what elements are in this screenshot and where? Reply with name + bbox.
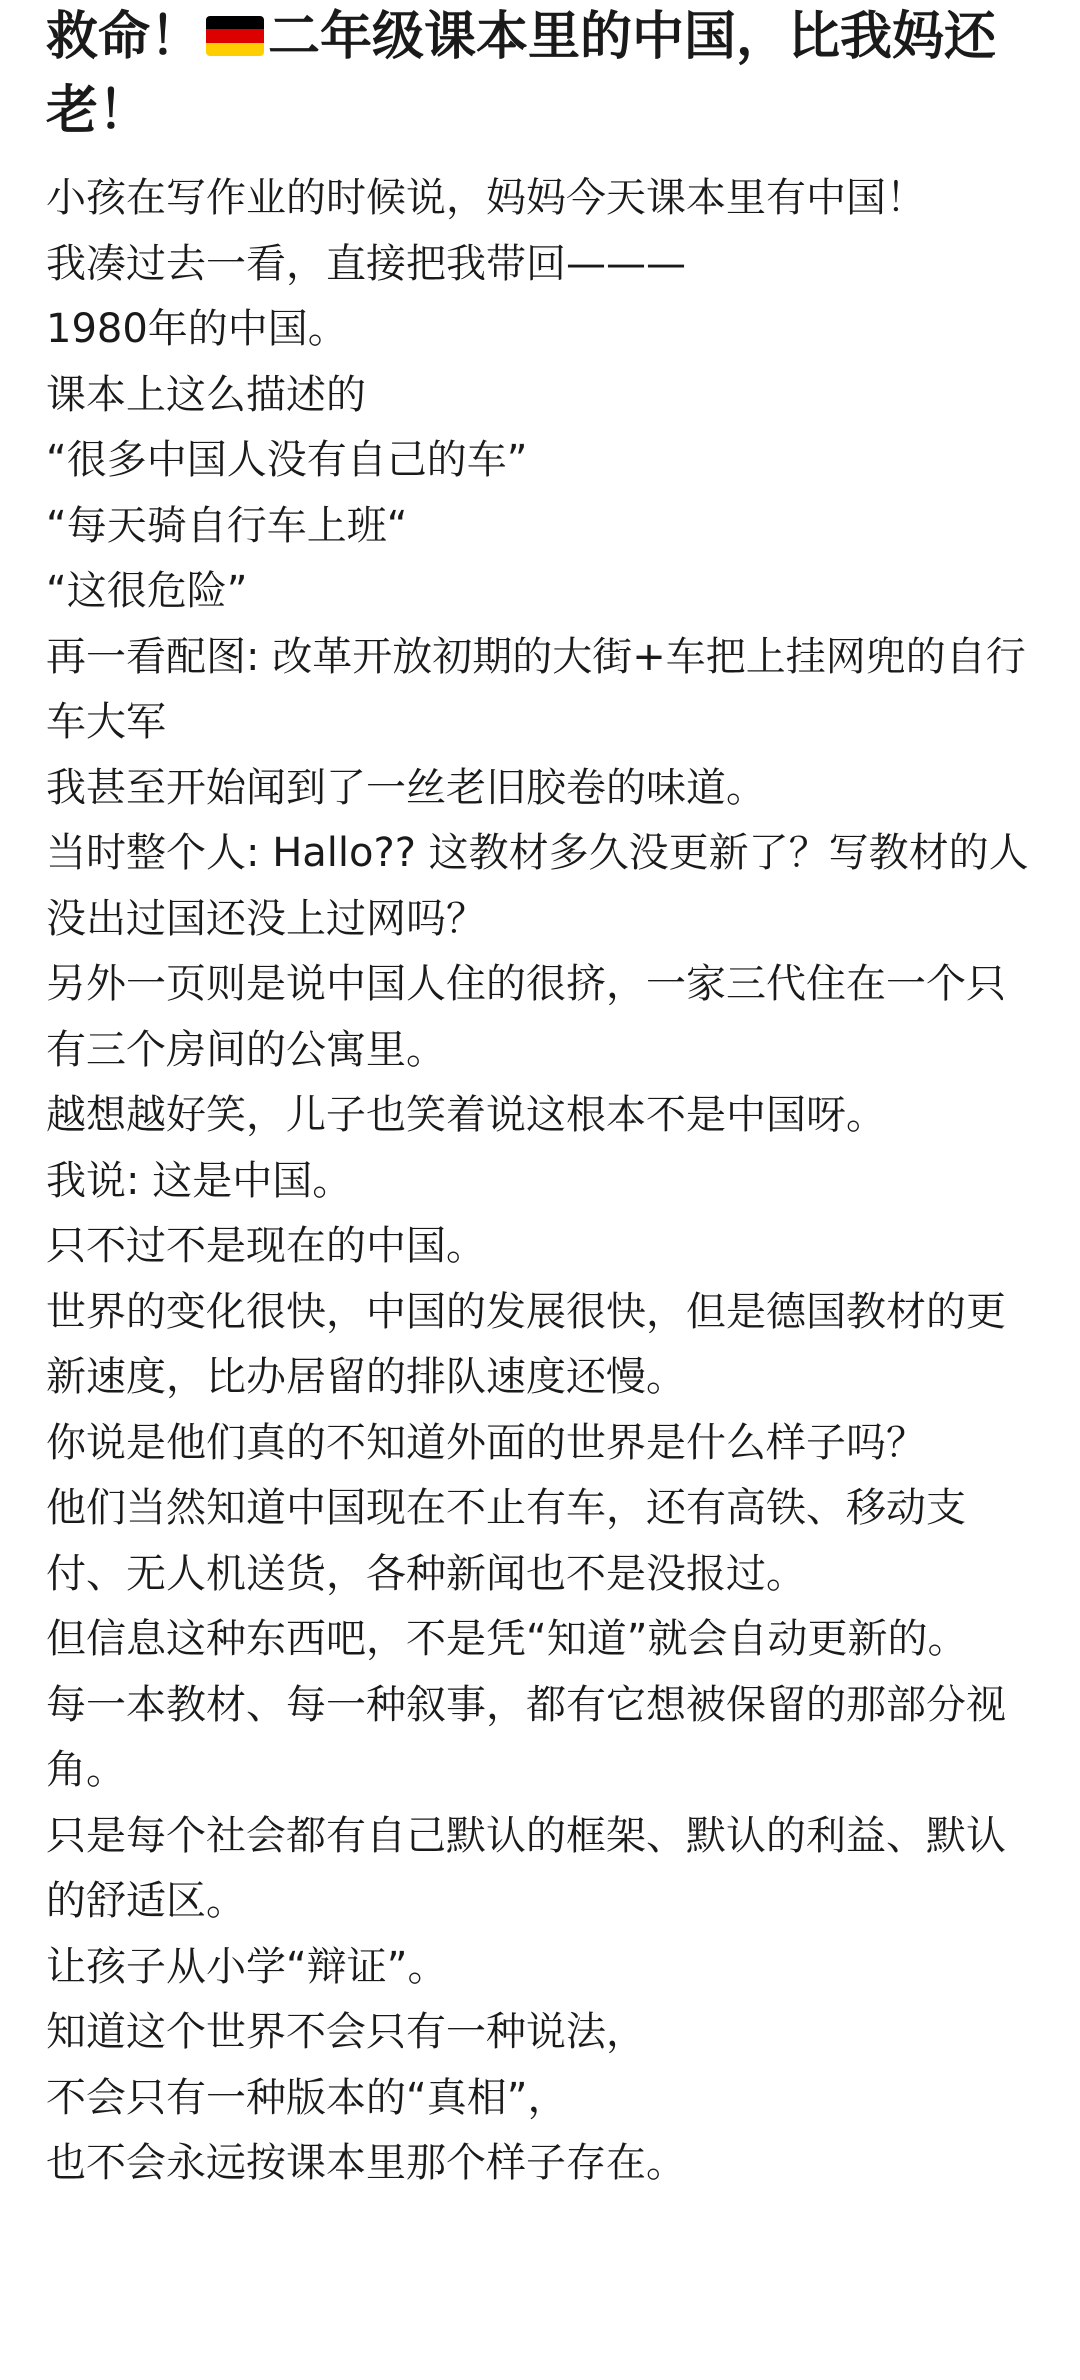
paragraph: 每一本教材、每一种叙事，都有它想被保留的那部分视角。 [46,1681,1006,1793]
paragraph: 再一看配图: 改革开放初期的大街+车把上挂网兜的自行车大军 [46,633,1026,745]
paragraph: “这很危险” [46,568,248,614]
paragraph: “每天骑自行车上班“ [46,502,408,549]
paragraph: 我凑过去一看，直接把我带回——— [46,240,686,287]
paragraph: 只不过不是现在的中国。 [46,1223,486,1269]
title-text-before-flag: 救命！ [46,7,203,67]
paragraph: 不会只有一种版本的“真相”， [46,2074,568,2121]
paragraph: 他们当然知道中国现在不止有车，还有高铁、移动支付、无人机送货，各种新闻也不是没报过。 [46,1485,966,1597]
paragraph: 我甚至开始闻到了一丝老旧胶卷的味道。 [46,764,766,811]
germany-flag-icon [206,16,264,56]
paragraph: 另外一页则是说中国人住的很挤，一家三代住在一个只有三个房间的公寓里。 [46,961,1006,1073]
paragraph: 我说: 这是中国。 [46,1157,353,1204]
paragraph: 也不会永远按课本里那个样子存在。 [46,2140,686,2186]
paragraph: 让孩子从小学“辩证”。 [46,1943,448,1990]
flag-stripe-red [206,29,264,42]
paragraph: 当时整个人: Hallo?? 这教材多久没更新了？写教材的人没出过国还没上过网吗？ [46,830,1029,942]
paragraph: 只是每个社会都有自己默认的框架、默认的利益、默认的舒适区。 [46,1812,1006,1924]
paragraph: 越想越好笑，儿子也笑着说这根本不是中国呀。 [46,1092,886,1138]
paragraph: 课本上这么描述的 [46,371,366,418]
paragraph: 小孩在写作业的时候说，妈妈今天课本里有中国！ [46,175,926,221]
paragraph: “很多中国人没有自己的车” [46,437,528,483]
post-title [46,0,1032,148]
paragraph: 世界的变化很快，中国的发展很快，但是德国教材的更新速度，比办居留的排队速度还慢。 [46,1288,1006,1400]
paragraph: 1980年的中国。 [46,306,348,352]
paragraph: 知道这个世界不会只有一种说法， [46,2009,646,2055]
paragraph: 但信息这种东西吧，不是凭“知道”就会自动更新的。 [46,1616,968,1662]
title-text-after-flag: 二年级课本里的中国，比我妈还老！ [46,7,997,141]
flag-stripe-gold [206,43,264,56]
paragraph: 你说是他们真的不知道外面的世界是什么样子吗？ [46,1419,926,1466]
flag-stripe-black [206,16,264,29]
post-body [46,166,1032,2197]
